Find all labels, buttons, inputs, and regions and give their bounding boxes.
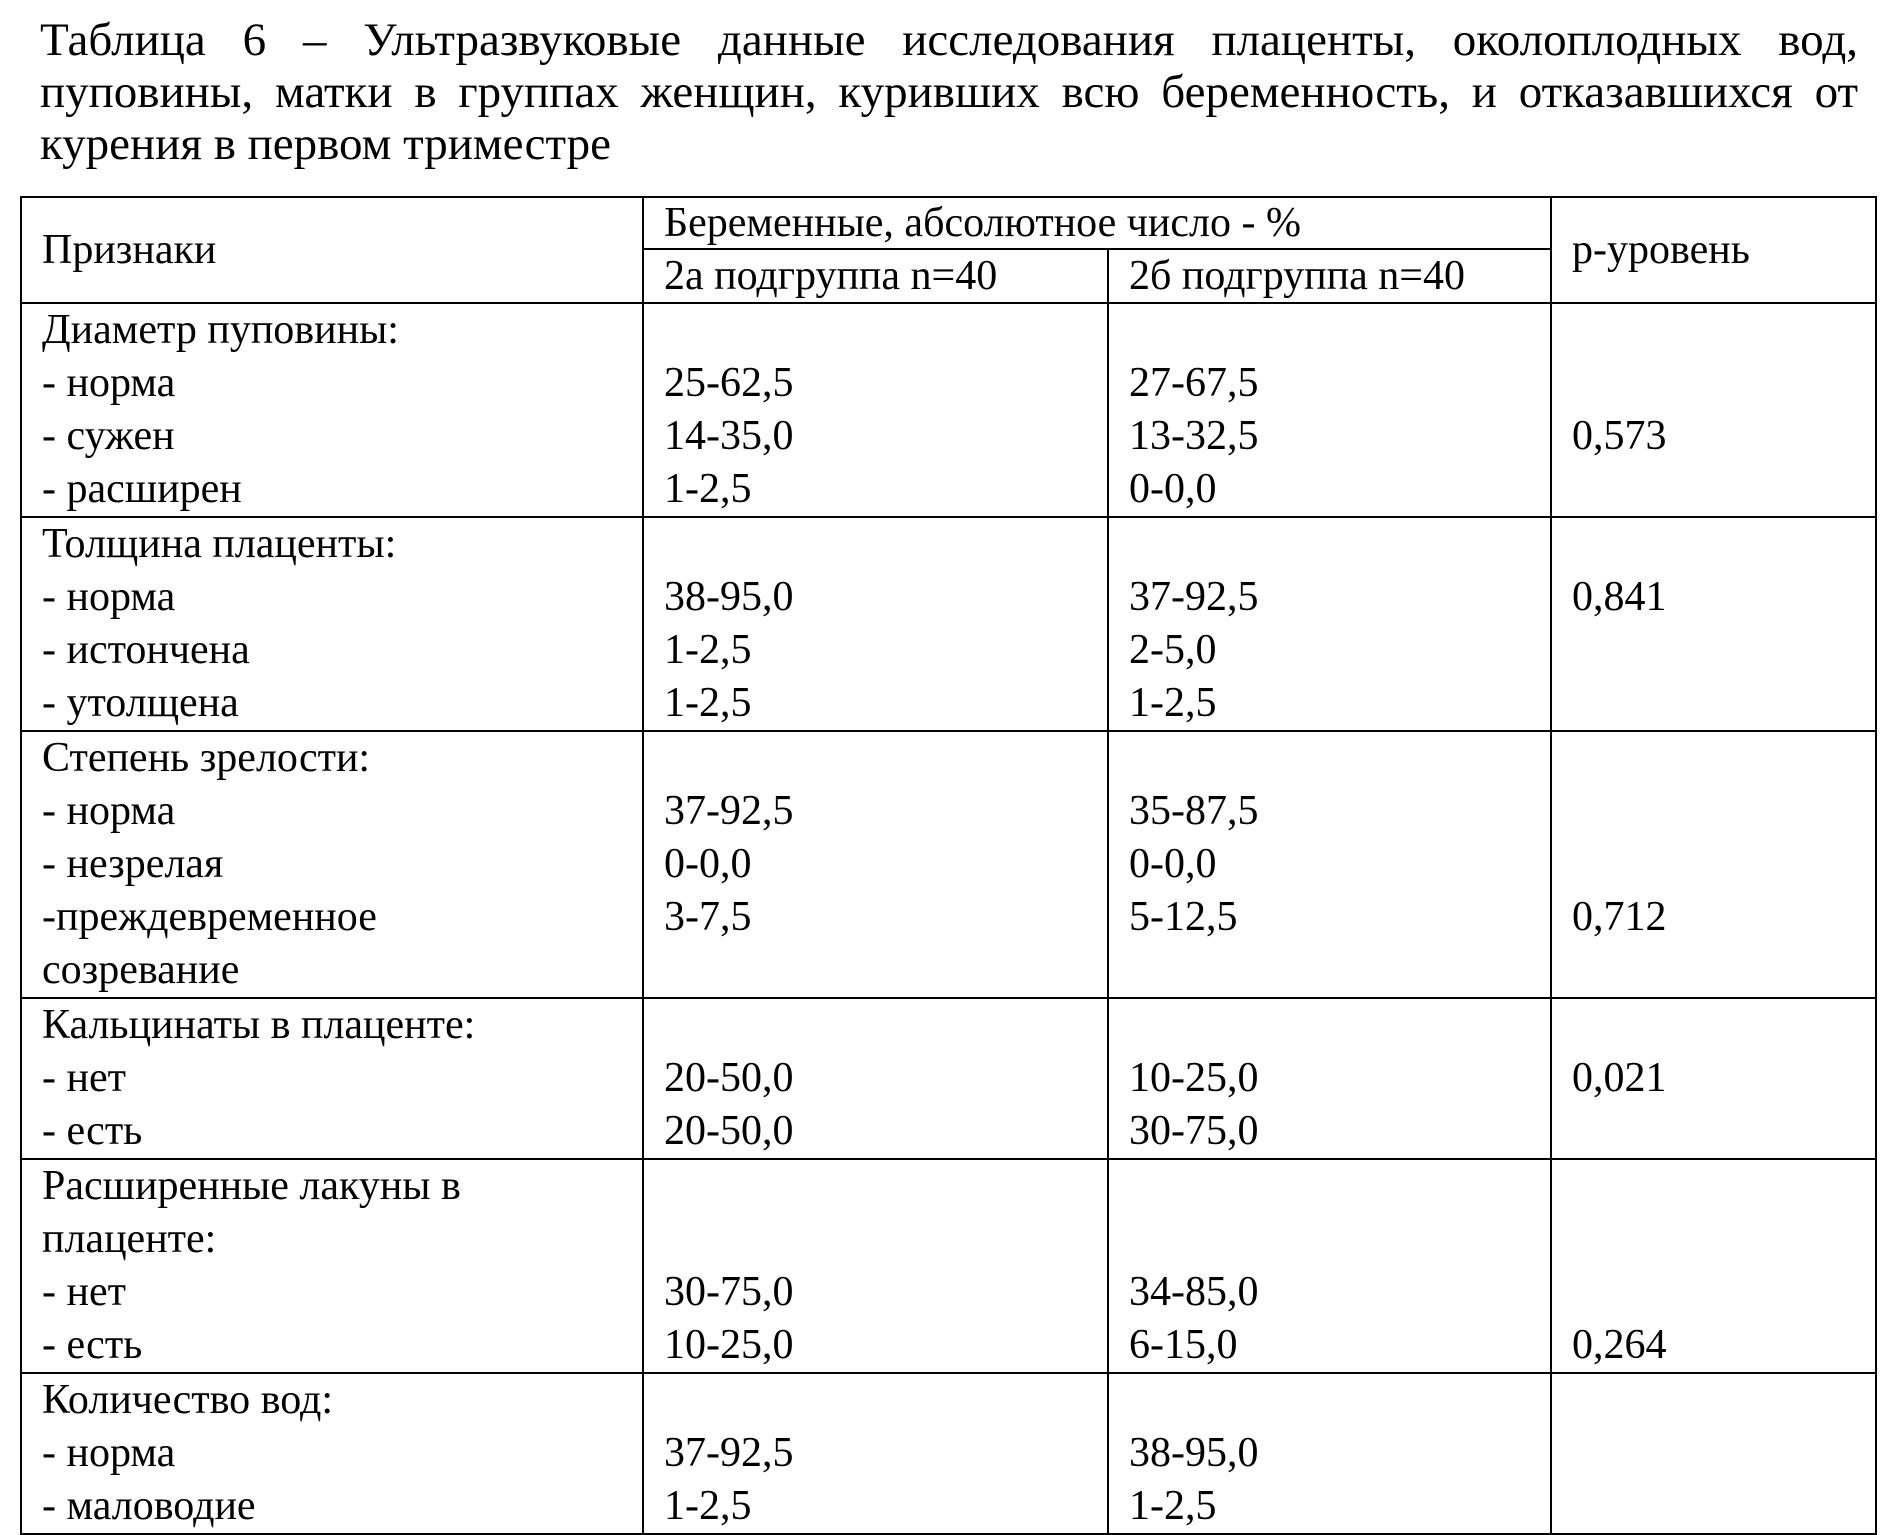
p-value bbox=[1572, 732, 1875, 785]
group-2a-cell bbox=[643, 1159, 1108, 1373]
value-2b: 2-5,0 bbox=[1129, 627, 1217, 673]
group-labels-cell bbox=[21, 1373, 643, 1534]
value-2a: 37-92,5 bbox=[664, 1430, 794, 1476]
group-p-cell bbox=[1551, 998, 1876, 1159]
value-2a bbox=[664, 1213, 1107, 1266]
value-2b: 37-92,5 bbox=[1129, 574, 1259, 620]
value-2b bbox=[1129, 732, 1550, 785]
value-2a: 1-2,5 bbox=[664, 1483, 752, 1529]
value-2b: 30-75,0 bbox=[1129, 1108, 1259, 1154]
label-line: - сужен bbox=[42, 413, 175, 459]
value-2b: 27-67,5 bbox=[1129, 360, 1259, 406]
table-caption: Таблица 6 – Ультразвуковые данные исследования плаценты, околоплодных вод, пуповины, матки в группах женщин, куривших всю беременность, и отказавшихся от курения в первом триместре bbox=[40, 14, 1858, 170]
value-2b bbox=[1129, 518, 1550, 571]
value-2a bbox=[664, 999, 1107, 1052]
value-2a: 30-75,0 bbox=[664, 1269, 794, 1315]
value-2b bbox=[1129, 1213, 1550, 1266]
value-2b bbox=[1129, 944, 1550, 997]
p-value bbox=[1572, 1427, 1875, 1480]
label-line: - расширен bbox=[42, 466, 242, 512]
header-group: Беременные, абсолютное число - % bbox=[643, 197, 1551, 249]
group-labels-cell bbox=[21, 1159, 643, 1373]
value-2b: 38-95,0 bbox=[1129, 1430, 1259, 1476]
p-value bbox=[1572, 785, 1875, 838]
value-2a bbox=[664, 1374, 1107, 1427]
value-2b bbox=[1129, 304, 1550, 357]
label-line: -преждевременное bbox=[42, 894, 377, 940]
value-2b: 6-15,0 bbox=[1129, 1322, 1238, 1368]
p-value bbox=[1572, 518, 1875, 571]
p-value bbox=[1572, 1105, 1875, 1158]
label-line: - есть bbox=[42, 1108, 143, 1154]
value-2b: 10-25,0 bbox=[1129, 1055, 1259, 1101]
label-line: - норма bbox=[42, 574, 176, 620]
group-2a-cell bbox=[643, 517, 1108, 731]
value-2b: 0-0,0 bbox=[1129, 841, 1217, 887]
label-line: - норма bbox=[42, 360, 176, 406]
p-value bbox=[1572, 1480, 1875, 1533]
group-2a-cell bbox=[643, 303, 1108, 517]
value-2b: 13-32,5 bbox=[1129, 413, 1259, 459]
value-2b: 1-2,5 bbox=[1129, 680, 1217, 726]
table-body bbox=[21, 303, 1876, 1534]
p-value: 0,021 bbox=[1572, 1055, 1667, 1101]
group-2b-cell bbox=[1108, 517, 1551, 731]
label-line: - есть bbox=[42, 1322, 143, 1368]
value-2a: 1-2,5 bbox=[664, 466, 752, 512]
value-2a: 20-50,0 bbox=[664, 1055, 794, 1101]
label-line: - нет bbox=[42, 1055, 126, 1101]
group-p-cell bbox=[1551, 1159, 1876, 1373]
group-p-cell bbox=[1551, 1373, 1876, 1534]
table-row bbox=[21, 517, 1876, 731]
header-p-level: р-уровень bbox=[1551, 197, 1876, 303]
group-p-cell bbox=[1551, 731, 1876, 998]
header-col-2b: 2б подгруппа n=40 bbox=[1108, 249, 1551, 303]
value-2b: 0-0,0 bbox=[1129, 466, 1217, 512]
header-col-2a: 2а подгруппа n=40 bbox=[643, 249, 1108, 303]
p-value bbox=[1572, 999, 1875, 1052]
group-2a-cell bbox=[643, 998, 1108, 1159]
label-line: Расширенные лакуны в bbox=[42, 1163, 461, 1209]
p-value bbox=[1572, 304, 1875, 357]
value-2b: 34-85,0 bbox=[1129, 1269, 1259, 1315]
group-labels-cell bbox=[21, 517, 643, 731]
p-value bbox=[1572, 624, 1875, 677]
value-2a: 20-50,0 bbox=[664, 1108, 794, 1154]
value-2a: 1-2,5 bbox=[664, 680, 752, 726]
value-2a: 10-25,0 bbox=[664, 1322, 794, 1368]
label-line: Количество вод: bbox=[42, 1377, 334, 1423]
value-2a bbox=[664, 732, 1107, 785]
label-line: Толщина плаценты: bbox=[42, 521, 397, 567]
group-2b-cell bbox=[1108, 998, 1551, 1159]
value-2a: 3-7,5 bbox=[664, 894, 752, 940]
value-2a: 25-62,5 bbox=[664, 360, 794, 406]
label-line: - норма bbox=[42, 1430, 176, 1476]
p-value bbox=[1572, 838, 1875, 891]
p-value bbox=[1572, 1213, 1875, 1266]
value-2b bbox=[1129, 999, 1550, 1052]
label-line: - утолщена bbox=[42, 680, 239, 726]
value-2a bbox=[664, 518, 1107, 571]
label-line: Степень зрелости: bbox=[42, 735, 371, 781]
label-line: плаценте: bbox=[42, 1216, 217, 1262]
group-2a-cell bbox=[643, 1373, 1108, 1534]
label-line: Диаметр пуповины: bbox=[42, 307, 399, 353]
group-labels-cell bbox=[21, 303, 643, 517]
p-value bbox=[1572, 357, 1875, 410]
p-value bbox=[1572, 1160, 1875, 1213]
header-priznaki: Признаки bbox=[21, 197, 643, 303]
table-row bbox=[21, 1373, 1876, 1534]
p-value bbox=[1572, 1374, 1875, 1427]
value-2a bbox=[664, 304, 1107, 357]
table-row bbox=[21, 731, 1876, 998]
value-2a bbox=[664, 944, 1107, 997]
label-line: Кальцинаты в плаценте: bbox=[42, 1002, 476, 1048]
p-value: 0,573 bbox=[1572, 413, 1667, 459]
p-value bbox=[1572, 463, 1875, 516]
group-2b-cell bbox=[1108, 1373, 1551, 1534]
table-row bbox=[21, 1159, 1876, 1373]
group-labels-cell bbox=[21, 731, 643, 998]
p-value bbox=[1572, 944, 1875, 997]
group-2a-cell bbox=[643, 731, 1108, 998]
value-2a: 1-2,5 bbox=[664, 627, 752, 673]
p-value: 0,841 bbox=[1572, 574, 1667, 620]
group-labels-cell bbox=[21, 998, 643, 1159]
group-2b-cell bbox=[1108, 731, 1551, 998]
value-2a: 38-95,0 bbox=[664, 574, 794, 620]
p-value: 0,712 bbox=[1572, 894, 1667, 940]
group-2b-cell bbox=[1108, 303, 1551, 517]
label-line: - истончена bbox=[42, 627, 250, 673]
header-row-1 bbox=[21, 197, 1876, 249]
value-2a bbox=[664, 1160, 1107, 1213]
table-row bbox=[21, 998, 1876, 1159]
label-line: - норма bbox=[42, 788, 176, 834]
label-line: созревание bbox=[42, 947, 240, 993]
p-value bbox=[1572, 677, 1875, 730]
value-2b bbox=[1129, 1374, 1550, 1427]
value-2a: 0-0,0 bbox=[664, 841, 752, 887]
group-2b-cell bbox=[1108, 1159, 1551, 1373]
p-value bbox=[1572, 1266, 1875, 1319]
group-p-cell bbox=[1551, 303, 1876, 517]
data-table bbox=[20, 196, 1877, 1535]
value-2a: 37-92,5 bbox=[664, 788, 794, 834]
group-p-cell bbox=[1551, 517, 1876, 731]
value-2b: 5-12,5 bbox=[1129, 894, 1238, 940]
table-row bbox=[21, 303, 1876, 517]
p-value: 0,264 bbox=[1572, 1322, 1667, 1368]
value-2a: 14-35,0 bbox=[664, 413, 794, 459]
label-line: - незрелая bbox=[42, 841, 224, 887]
value-2b: 35-87,5 bbox=[1129, 788, 1259, 834]
value-2b bbox=[1129, 1160, 1550, 1213]
value-2b: 1-2,5 bbox=[1129, 1483, 1217, 1529]
label-line: - маловодие bbox=[42, 1483, 256, 1529]
label-line: - нет bbox=[42, 1269, 126, 1315]
